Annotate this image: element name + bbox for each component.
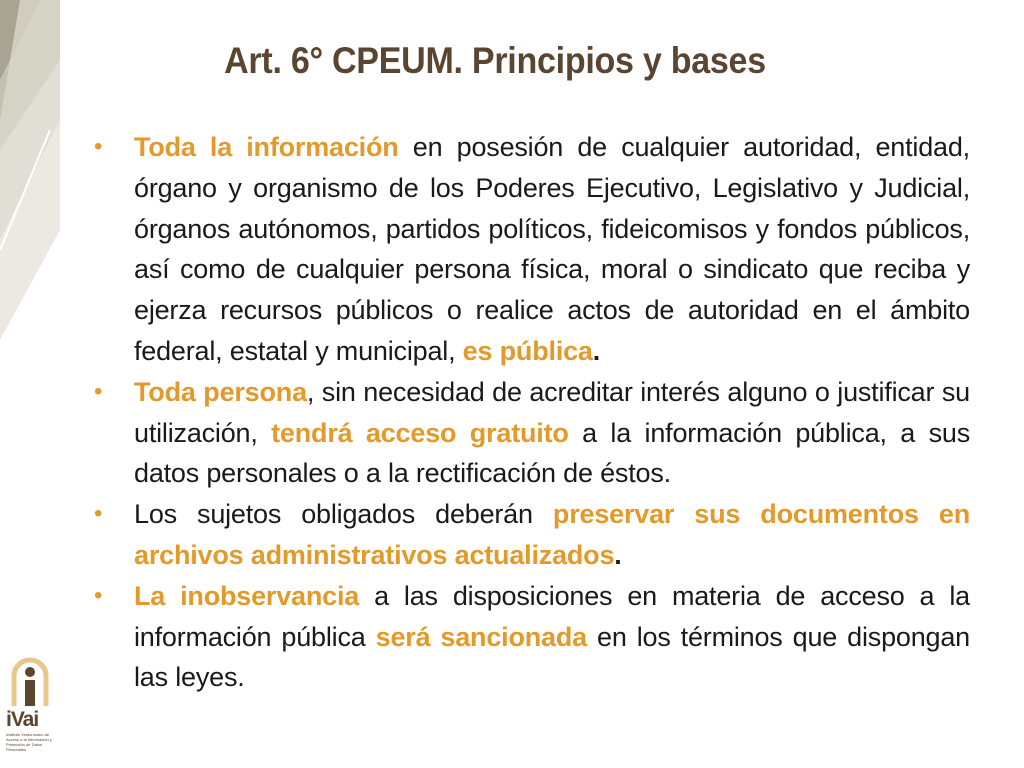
logo-wordmark: iVai: [6, 708, 39, 731]
bullet-1-period: .: [592, 335, 601, 366]
bullet-4-text-2: en los términos que dispongan las leyes.: [134, 621, 970, 693]
bullet-4-highlight-2: será sancionada: [375, 621, 587, 652]
bullet-item-toda-persona: [94, 372, 970, 494]
bullet-1-highlight-1: Toda la información: [134, 132, 399, 162]
bullet-item-sujetos-obligados: [94, 494, 970, 576]
bullet-3-period: .: [614, 539, 622, 570]
bullet-dot-icon: •: [94, 377, 103, 405]
bullet-list: [94, 127, 970, 698]
left-strip-graphic: [0, 0, 60, 768]
ivai-logo-icon: [10, 656, 50, 708]
bullet-1-highlight-2: es pública: [462, 335, 593, 366]
logo-subtitle: Instituto Veracruzano de Acceso a la Información y Protección de Datos Personales: [6, 732, 52, 752]
bullet-2-highlight-1: Toda persona: [134, 376, 307, 407]
bullet-item-inobservancia: [94, 576, 970, 698]
slide-title: Art. 6° CPEUM. Principios y bases: [224, 40, 766, 81]
bullet-2-text-1: , sin necesidad de acreditar interés alguno o justificar su utilización,: [134, 376, 970, 448]
decorative-left-strip: [0, 0, 60, 768]
bullet-1-text-1: en posesión de cualquier autoridad, entidad, órgano y organismo de los Poderes Ejecutivo, Legislativo y Judicial, órganos autónomos, partidos políticos, fideicomisos y fondos públicos, así como de cualquier persona física, moral o sindicato que reciba y ejerza recursos públicos o realice actos de autoridad en el ámbito federal, estatal y municipal,: [134, 132, 970, 366]
bullet-dot-icon: •: [94, 133, 103, 160]
slide-content: [94, 127, 970, 698]
bullet-3-highlight-1: preservar sus documentos en archivos administrativos actualizados: [134, 499, 970, 570]
ivai-logo: [4, 656, 56, 752]
bullet-2-text-2: a la información pública, a sus datos personales o a la rectificación de éstos.: [134, 417, 970, 489]
bullet-2-highlight-2: tendrá acceso gratuito: [271, 417, 569, 448]
bullet-dot-icon: •: [94, 581, 103, 609]
bullet-item-informacion-publica: [94, 127, 970, 372]
bullet-4-text-1: a las disposiciones en materia de acceso a la información pública: [134, 580, 970, 652]
bullet-4-highlight-1: La inobservancia: [134, 580, 360, 611]
bullet-3-text-1: Los sujetos obligados deberán: [134, 499, 553, 530]
bullet-dot-icon: •: [94, 500, 103, 528]
